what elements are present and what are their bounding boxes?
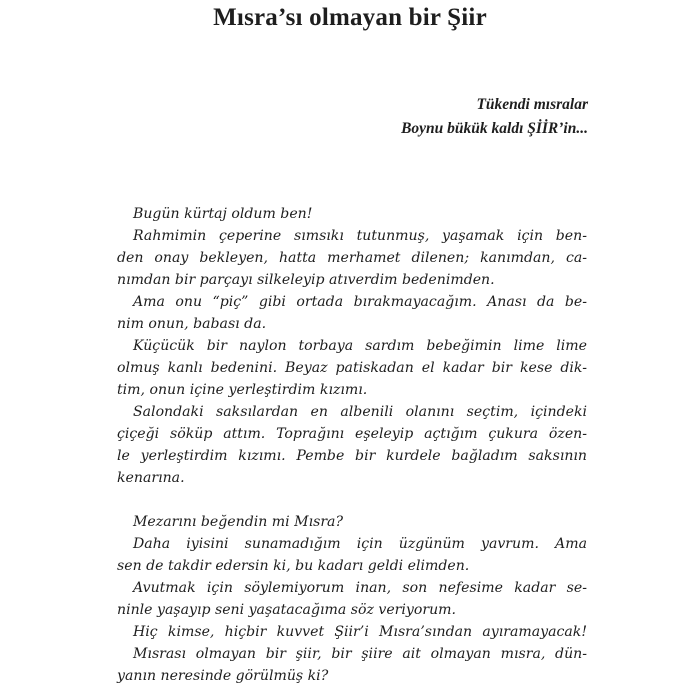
text-line: Avutmak için söylemiyorum inan, son nefesime kadar se- [133, 580, 587, 596]
text-line: Mezarını beğendin mi Mısra? [133, 514, 344, 530]
epigraph-line: Tükendi mısralar [476, 96, 588, 113]
text-line: ninle yaşayıp seni yaşatacağıma söz veriyorum. [117, 602, 457, 618]
text-line: den onay bekleyen, hatta merhamet dilenen; kanımdan, ca- [117, 250, 587, 266]
text-line: Daha iyisini sunamadığım için üzgünüm yavrum. Ama [133, 536, 587, 552]
text-line: yanın neresinde görülmüş ki? [117, 668, 329, 684]
text-line: Hiç kimse, hiçbir kuvvet Şiir’i Mısra’sından ayıramayacak! [133, 624, 587, 640]
text-line: Salondaki saksılardan en albenili olanını seçtim, içindeki [133, 404, 587, 420]
paragraph-gap [117, 489, 587, 511]
text-line: nim onun, babası da. [117, 316, 267, 332]
text-line: çiçeği söküp attım. Toprağını eşeleyip açtığım çukura özen- [117, 426, 587, 442]
text-line: nımdan bir parçayı silkeleyip atıverdim bedenimden. [117, 272, 495, 288]
text-line: Ama onu “piç” gibi ortada bırakmayacağım. Anası da be- [133, 294, 587, 310]
text-line: Bugün kürtaj oldum ben! [133, 206, 313, 222]
epigraph [401, 93, 588, 141]
text-line: sen de takdir edersin ki, bu kadarı geldi elimden. [117, 558, 470, 574]
text-line: tim, onun içine yerleştirdim kızımı. [117, 382, 368, 398]
text-line: olmuş kanlı bedenini. Beyaz patiskadan el kadar bir kese dik- [117, 360, 587, 376]
text-line: kenarına. [117, 470, 185, 486]
text-line: le yerleştirdim kızımı. Pembe bir kurdele bağladım saksının [117, 448, 587, 464]
text-line: Küçücük bir naylon torbaya sardım bebeğimin lime lime [133, 338, 587, 354]
poem-body [117, 203, 587, 687]
text-line: Mısrası olmayan bir şiir, bir şiire ait olmayan mısra, dün- [133, 646, 587, 662]
epigraph-line: Boynu bükük kaldı ŞİİR’in... [401, 120, 588, 137]
text-line: Rahmimin çeperine sımsıkı tutunmuş, yaşamak için ben- [133, 228, 587, 244]
page-title: Mısra’sı olmayan bir Şiir [213, 4, 487, 31]
